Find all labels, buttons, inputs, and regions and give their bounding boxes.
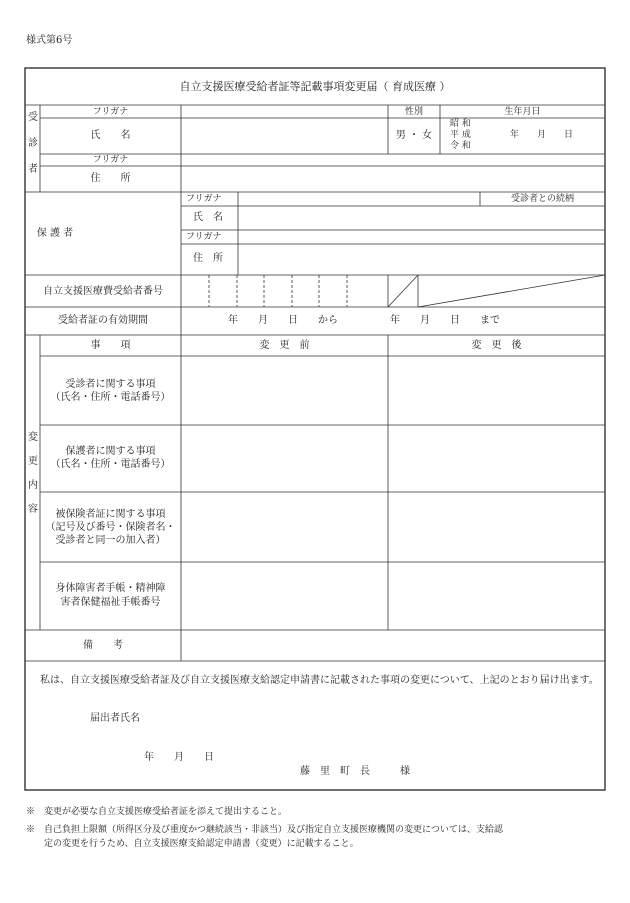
patient-address-label: 住 所 [90,173,131,184]
row-insurance-line3: 受診者と同一の加入者） [55,535,166,546]
row-handbook-line2: 害者保健福祉手帳番号 [60,597,161,608]
date-line: 年 月 日 [144,752,214,763]
note-1: ※ 変更が必要な自立支援医療受給者証を添えて提出すること。 [26,807,288,817]
row-insurance-line1: 被保険者証に関する事項 [55,509,166,520]
remarks-label: 備 考 [83,640,123,651]
guardian-label: 保 護 者 [36,228,74,239]
era-reiwa: 令 和 [450,141,471,151]
era-showa: 昭 和 [450,119,471,129]
form-title: 自立支援医療受給者証等記載事項変更届（ 育成医療 ） [179,80,451,93]
patient-furigana-label: フリガナ [92,107,129,117]
row-insurance-line2: （記号及び番号・保険者名・ [45,522,176,533]
row-patient-line1: 受診者に関する事項 [65,379,156,390]
recipient-number-label: 自立支援医療費受給者番号 [43,286,163,297]
birth-header: 生年月日 [504,107,541,117]
guardian-address-label: 住 所 [193,253,223,264]
gender-value: 男 ・ 女 [395,130,433,141]
validity-label: 受給者証の有効期間 [58,315,148,326]
birth-date-ymd: 年 月 日 [510,130,574,140]
guardian-relation-label: 受診者との続柄 [510,194,574,204]
patient-side-label: 受 診 者 [28,112,38,175]
declaration-text: 私は、自立支援医療受給者証及び自立支援医療支給認定申請書に記載された事項の変更について、上記のとおり届け出ます。 [40,675,599,686]
row-guardian-line1: 保護者に関する事項 [65,446,156,457]
note-2-line1: ※ 自己負担上限額（所得区分及び重度かつ継続該当・非該当）及び指定自立支援医療機関の変更については、支給認 [26,825,503,835]
changes-side-label: 変 更 内 容 [28,432,38,515]
validity-to: 年 月 日 まで [390,315,500,326]
header-item: 事 項 [90,340,131,351]
gender-header: 性別 [404,107,423,117]
guardian-furigana2-label: フリガナ [186,232,222,242]
guardian-name-label: 氏 名 [193,212,223,223]
notifier-label: 届出者氏名 [90,713,140,724]
patient-furigana2-label: フリガナ [92,155,129,165]
header-before: 変 更 前 [259,340,310,351]
note-2-line2: 定の変更を行うため、自立支援医療支給認定申請書（変更）に記載すること。 [26,839,359,849]
form-number: 様式第6号 [26,35,73,46]
row-guardian-line2: （氏名・住所・電話番号） [50,459,171,470]
guardian-furigana-label: フリガナ [186,194,222,204]
addressee: 藤 里 町 長 様 [300,766,410,777]
patient-name-label: 氏 名 [90,130,131,141]
validity-from: 年 月 日 から [228,315,338,326]
era-heisei: 平 成 [450,130,471,140]
row-patient-line2: （氏名・住所・電話番号） [50,392,171,403]
header-after: 変 更 後 [471,340,522,351]
row-handbook-line1: 身体障害者手帳・精神障 [55,583,166,594]
